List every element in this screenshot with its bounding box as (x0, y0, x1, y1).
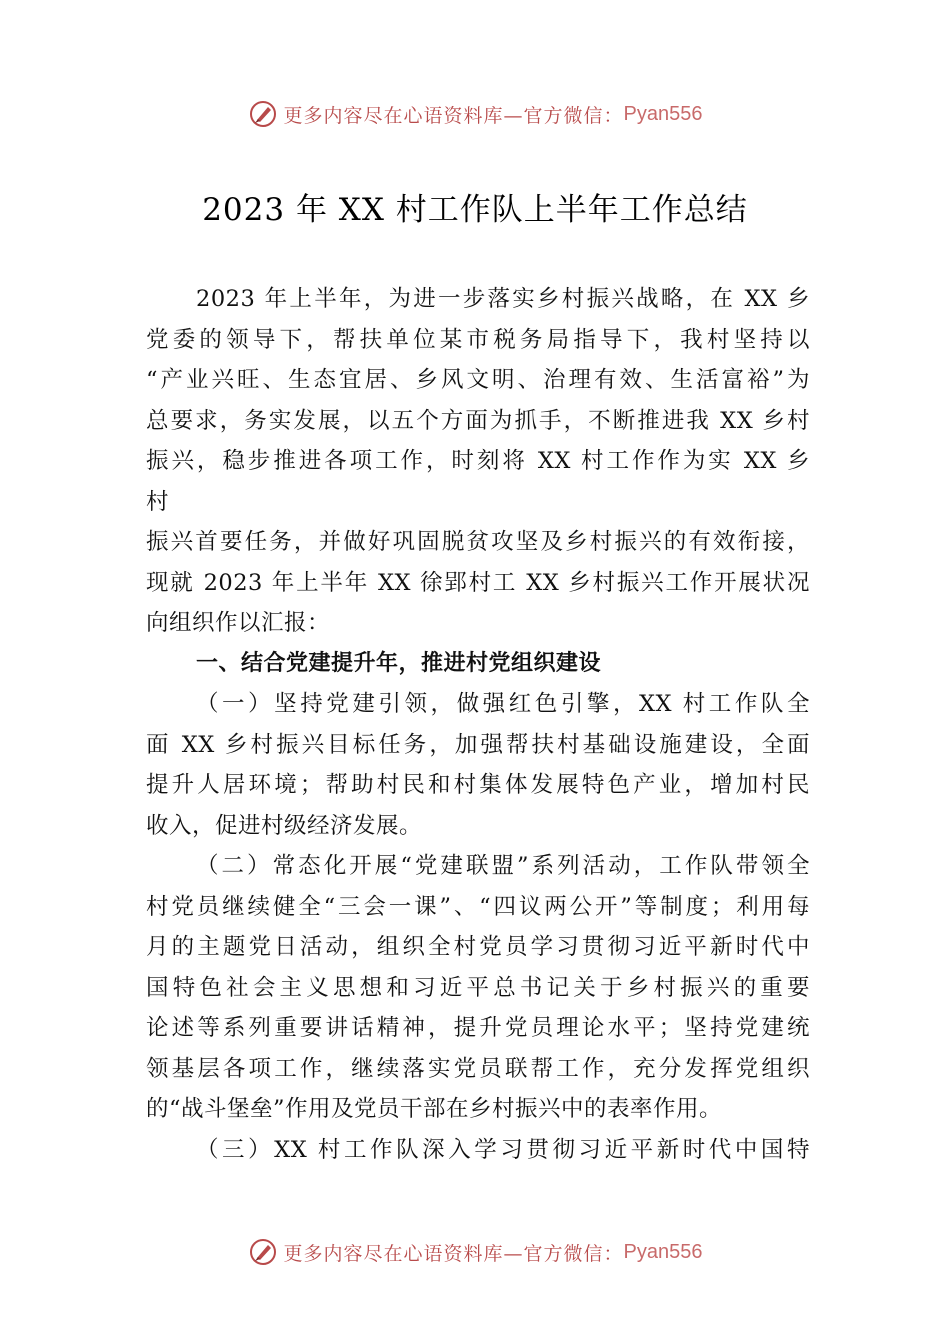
watermark-banner-top (0, 94, 950, 134)
paragraph-line: 国特色社会主义思想和习近平总书记关于乡村振兴的重要 (146, 974, 810, 1001)
document-title: 2023 年 XX 村工作队上半年工作总结 (202, 192, 748, 228)
paragraph-line: 2023 年上半年，为进一步落实乡村振兴战略，在 XX 乡 (196, 286, 810, 312)
pen-logo-icon (248, 99, 278, 129)
paragraph-line: 领基层各项工作，继续落实党员联帮工作，充分发挥党组织 (146, 1055, 810, 1082)
paragraph-line: 现就 2023 年上半年 XX 徐郢村工 XX 乡村振兴工作开展状况 (146, 569, 810, 596)
paragraph-line: 论述等系列重要讲话精神，提升党员理论水平；坚持党建统 (146, 1015, 810, 1041)
paragraph-line: 收入，促进村级经济发展。 (146, 812, 423, 839)
paragraph-line: 振兴，稳步推进各项工作，时刻将 XX 村工作作为实 XX 乡 (146, 448, 810, 474)
paragraph-line: （二）常态化开展“党建联盟”系列活动，工作队带领全 (196, 853, 810, 879)
document-body (146, 279, 810, 1170)
paragraph-line: 面 XX 乡村振兴目标任务，加强帮扶村基础设施建设，全面 (146, 731, 810, 758)
paragraph-line: （一）坚持党建引领，做强红色引擎，XX 村工作队全 (196, 691, 810, 717)
paragraph-line: 向组织作以汇报： (146, 610, 331, 636)
paragraph-line: “产业兴旺、生态宜居、乡风文明、治理有效、生活富裕”为 (146, 367, 810, 393)
paragraph-line: 月的主题党日活动，组织全村党员学习贯彻习近平新时代中 (146, 934, 810, 960)
paragraph-line: 的“战斗堡垒”作用及党员干部在乡村振兴中的表率作用。 (146, 1096, 723, 1122)
watermark-text: 更多内容尽在心语资料库—官方微信： (283, 1242, 624, 1265)
watermark-banner-bottom (0, 1232, 950, 1272)
paragraph-line: 总要求，务实发展，以五个方面为抓手，不断推进我 XX 乡村 (146, 407, 810, 434)
paragraph-line: 提升人居环境；帮助村民和村集体发展特色产业，增加村民 (146, 772, 810, 798)
paragraph-line: 振兴首要任务，并做好巩固脱贫攻坚及乡村振兴的有效衔接， (146, 529, 810, 555)
pen-logo-icon (248, 1237, 278, 1267)
watermark-wechat-id: Pyan556 (623, 1240, 703, 1263)
watermark-text: 更多内容尽在心语资料库—官方微信： (283, 104, 624, 127)
section-heading: 一、结合党建提升年，推进村党组织建设 (196, 650, 602, 676)
paragraph-line: 村 (146, 488, 170, 515)
paragraph-line: （三）XX 村工作队深入学习贯彻习近平新时代中国特 (196, 1136, 810, 1163)
paragraph-line: 村党员继续健全“三会一课”、“四议两公开”等制度；利用每 (146, 893, 810, 920)
paragraph-line: 党委的领导下，帮扶单位某市税务局指导下，我村坚持以 (146, 326, 810, 353)
watermark-wechat-id: Pyan556 (623, 102, 703, 125)
